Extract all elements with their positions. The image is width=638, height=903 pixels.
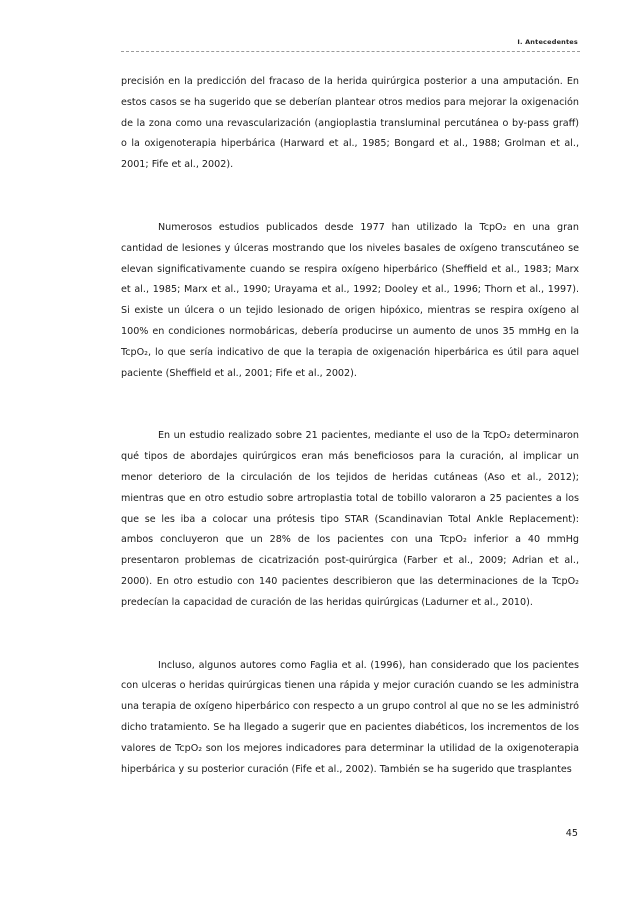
running-header: I. Antecedentes [517, 38, 578, 46]
paragraph-continuation: precisión en la predicción del fracaso de la herida quirúrgica posterior a una amputación. En estos casos se ha sugerido que se deberían plantear otros medios para mejorar la oxigenación de la zona como una revascularización (angioplastia transluminal percutánea o by-pass graff) o la oxigenoterapia hiperbárica (Harward et al., 1985; Bongard et al., 1988; Grolman et al., 2001; Fife et al., 2002). [121, 76, 579, 171]
paragraph-surgical-studies: En un estudio realizado sobre 21 pacientes, mediante el uso de la TcpO₂ determinaron qué tipos de abordajes quirúrgicos eran más beneficiosos para la curación, al implicar un menor deterioro de la circulación de los tejidos de heridas cutáneas (Aso et al., 2012); mientras que en otro estudio sobre artroplastia total de tobillo valoraron a 25 pacientes a los que se les iba a colocar una prótesis tipo STAR (Scandinavian Total Ankle Replacement): ambos concluyeron que un 28% de los pacientes con una TcpO₂ inferior a 40 mmHg presentaron problemas de cicatrización post-quirúrgica (Farber et al., 2009; Adrian et al., 2000). En otro estudio con 140 pacientes describieron que las determinaciones de la TcpO₂ predecían la capacidad de curación de las heridas quirúrgicas (Ladurner et al., 2010). [121, 430, 579, 608]
paragraph-gap [121, 176, 579, 218]
paragraph-hyperbaric-therapy: Incluso, algunos autores como Faglia et al. (1996), han considerado que los pacientes con ulceras o heridas quirúrgicas tienen una rápida y mejor curación cuando se les administra una terapia de oxígeno hiperbárico con respecto a un grupo control al que no se les administró dicho tratamiento. Se ha llegado a sugerir que en pacientes diabéticos, los incrementos de los valores de TcpO₂ son los mejores indicadores para determinar la utilidad de la oxigenoterapia hiperbárica y su posterior curación (Fife et al., 2002). También se ha sugerido que trasplantes [121, 659, 579, 775]
paragraph-gap [121, 614, 579, 656]
page-number: 45 [565, 828, 578, 839]
header-divider [121, 51, 580, 52]
paragraph-gap [121, 384, 579, 426]
paragraph-tcpo2-studies: Numerosos estudios publicados desde 1977 han utilizado la TcpO₂ en una gran cantidad de lesiones y úlceras mostrando que los niveles basales de oxígeno transcutáneo se elevan significativamente cuando se respira oxígeno hiperbárico (Sheffield et al., 1983; Marx et al., 1985; Marx et al., 1990; Urayama et al., 1992; Dooley et al., 1996; Thorn et al., 1997). Si existe un úlcera o un tejido lesionado de origen hipóxico, mientras se respira oxígeno al 100% en condiciones normobáricas, debería producirse un aumento de unos 35 mmHg en la TcpO₂, lo que sería indicativo de que la terapia de oxigenación hiperbárica es útil para aquel paciente (Sheffield et al., 2001; Fife et al., 2002). [121, 221, 579, 379]
body-text [121, 72, 579, 780]
